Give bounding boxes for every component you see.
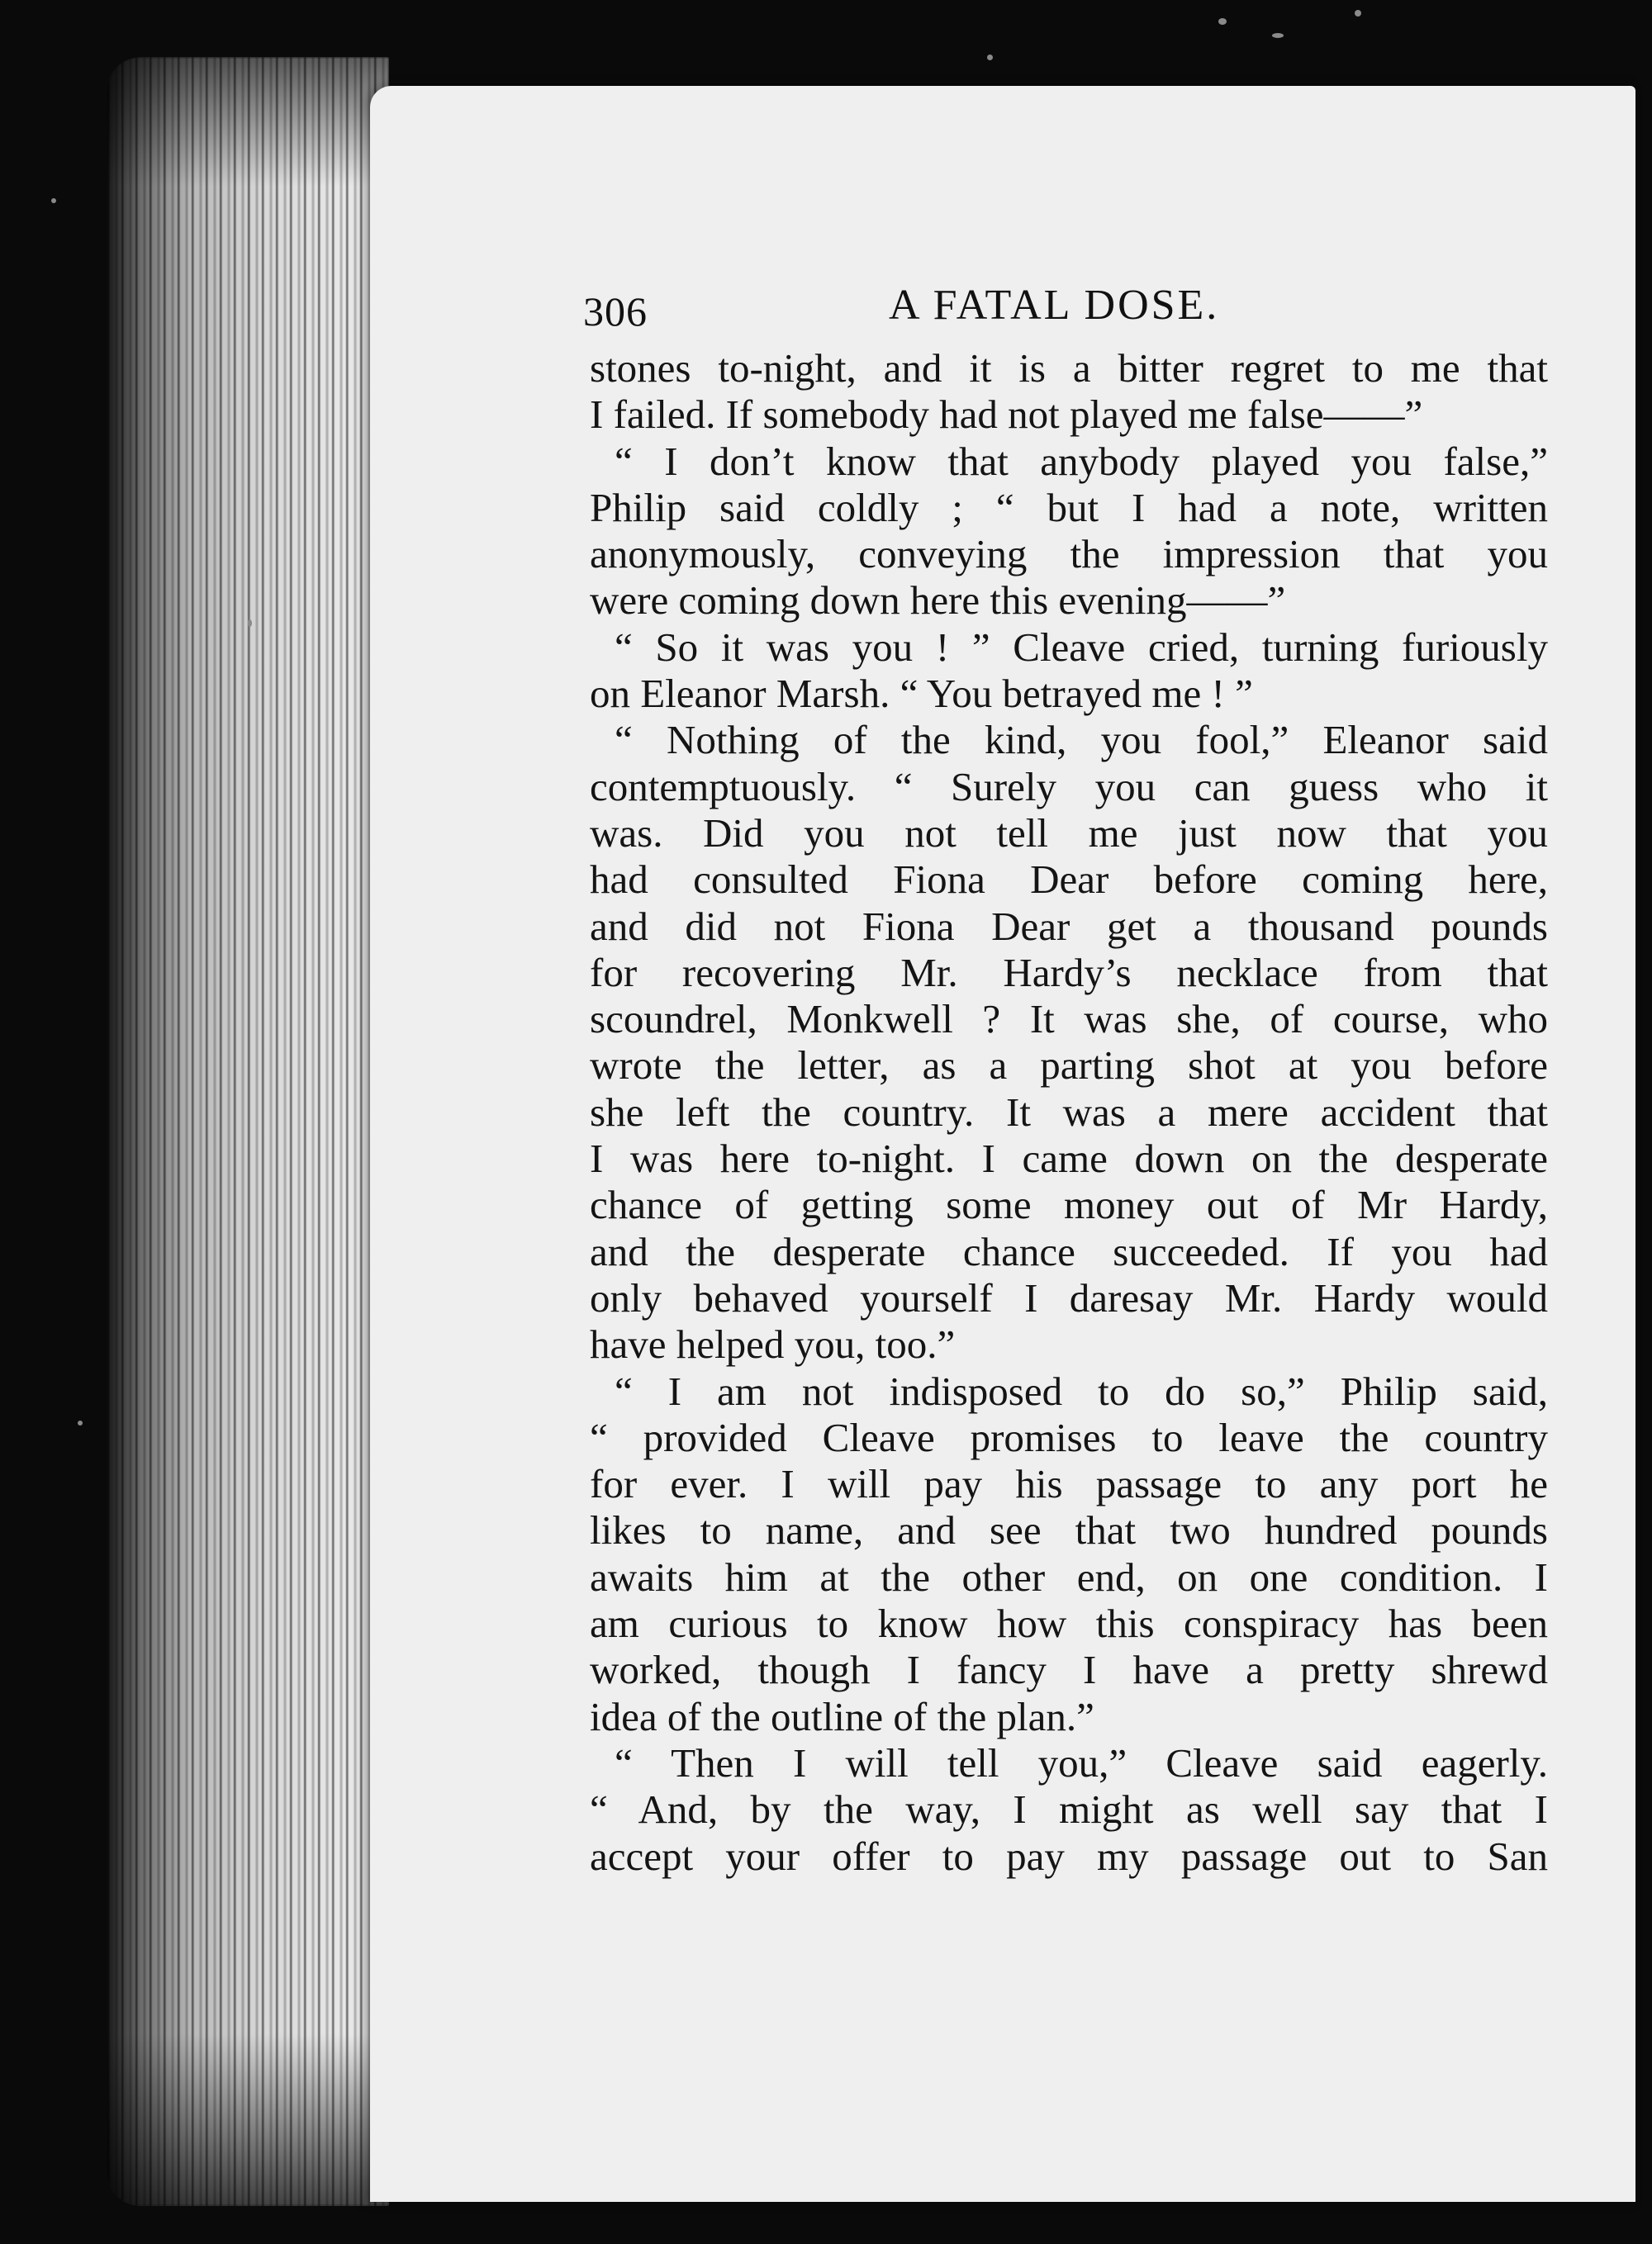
text-line: chance of getting some money out of Mr Hardy, [590, 1182, 1548, 1228]
text-line: had consulted Fiona Dear before coming here, [590, 856, 1548, 903]
text-line: on Eleanor Marsh. “ You betrayed me ! ” [590, 671, 1253, 717]
text-line: anonymously, conveying the impression that you [590, 531, 1548, 577]
text-line: worked, though I fancy I have a pretty shrewd [590, 1647, 1548, 1693]
book-edge-shadow [107, 58, 388, 2205]
text-line: and did not Fiona Dear get a thousand pounds [590, 903, 1548, 949]
text-line: for ever. I will pay his passage to any port he [590, 1461, 1548, 1507]
text-line: “ So it was you ! ” Cleave cried, turning furiously [615, 624, 1548, 670]
running-title: A FATAL DOSE. [889, 282, 1220, 329]
text-line: stones to-night, and it is a bitter regret to me that [590, 345, 1548, 391]
text-line: have helped you, too.” [590, 1321, 956, 1368]
text-line: “ And, by the way, I might as well say that I [590, 1786, 1548, 1833]
page-number: 306 [583, 288, 648, 334]
text-line: “ I don’t know that anybody played you false,” [615, 438, 1548, 484]
text-line: idea of the outline of the plan.” [590, 1693, 1094, 1739]
text-line: she left the country. It was a mere accident that [590, 1089, 1548, 1135]
text-line: “ Then I will tell you,” Cleave said eagerly. [615, 1739, 1548, 1786]
text-line: am curious to know how this conspiracy has been [590, 1601, 1548, 1647]
text-line: “ Nothing of the kind, you fool,” Eleanor said [615, 717, 1548, 763]
text-line: I was here to-night. I came down on the desperate [590, 1136, 1548, 1182]
text-line: “ I am not indisposed to do so,” Philip said, [615, 1368, 1548, 1414]
text-line: scoundrel, Monkwell ? It was she, of course, who [590, 996, 1548, 1042]
text-line: likes to name, and see that two hundred pounds [590, 1507, 1548, 1554]
text-line: for recovering Mr. Hardy’s necklace from that [590, 949, 1548, 995]
text-line: was. Did you not tell me just now that you [590, 809, 1548, 856]
text-line: “ provided Cleave promises to leave the country [590, 1414, 1548, 1460]
text-line: accept your offer to pay my passage out to San [590, 1833, 1548, 1879]
text-line: I failed. If somebody had not played me false——” [590, 391, 1423, 438]
text-line: contemptuously. “ Surely you can guess who it [590, 763, 1548, 809]
text-line: and the desperate chance succeeded. If you had [590, 1228, 1548, 1274]
text-line: awaits him at the other end, on one condition. I [590, 1554, 1548, 1600]
text-line: Philip said coldly ; “ but I had a note, written [590, 484, 1548, 530]
text-line: were coming down here this evening——” [590, 577, 1286, 624]
text-line: wrote the letter, as a parting shot at you before [590, 1042, 1548, 1089]
text-line: only behaved yourself I daresay Mr. Hardy would [590, 1274, 1548, 1321]
page-header [583, 281, 1244, 339]
body-text [590, 345, 1548, 1880]
